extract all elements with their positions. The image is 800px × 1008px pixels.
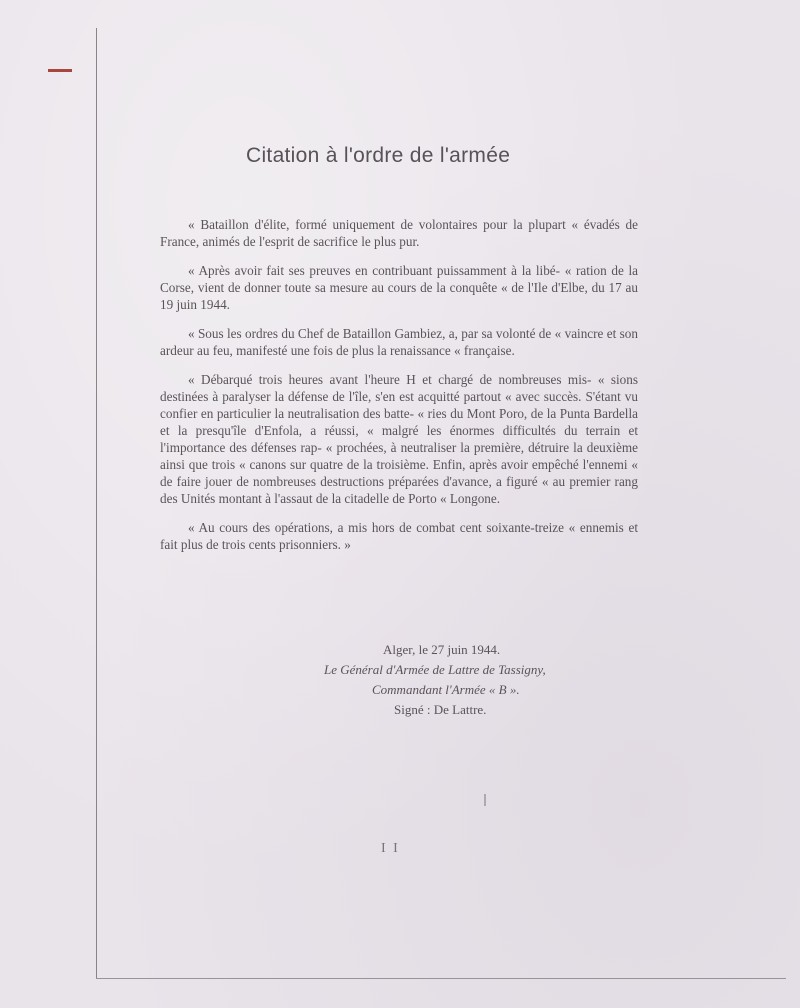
document-title: Citation à l'ordre de l'armée xyxy=(246,144,511,167)
place-date: Alger, le 27 juin 1944. xyxy=(383,642,501,657)
page-number: I I xyxy=(381,841,400,856)
paragraph-2: « Après avoir fait ses preuves en contribuant puissamment à la libé- « ration de la Corse, vient de donner toute sa mesure au cours de la conquête « de l'Ile d'Elbe, du 17 au 19 juin 1944. xyxy=(160,263,638,312)
signature-block xyxy=(300,640,620,720)
paragraph-4: « Débarqué trois heures avant l'heure H et chargé de nombreuses mis- « sions destinées à paralyser la défense de l'île, s'en est acquitté partout « avec succès. S'étant vu confier en particulier la neutralisation des batte- « ries du Mont Poro, de la Punta Bardella et la presqu'île d'Enfola, a réussi, « malgré les énormes difficultés du terrain et l'importance des défenses rap- « prochées, à neutraliser la première, détruire la deuxième ainsi que trois « canons sur quatre de la troisième. Enfin, après avoir empêché l'ennemi « de faire jouer de nombreuses destructions préparées d'avance, a figuré « au premier rang des Unités montant à l'assaut de la citadelle de Porto « Longone. xyxy=(160,372,638,506)
stray-mark xyxy=(484,794,486,806)
red-margin-mark xyxy=(48,69,72,72)
command-title: Commandant l'Armée « B ». xyxy=(372,682,520,697)
page-bottom-edge xyxy=(96,978,786,979)
citation-body xyxy=(160,216,638,565)
signed-line: Signé : De Lattre. xyxy=(394,702,487,717)
general-name: Le Général d'Armée de Lattre de Tassigny, xyxy=(324,662,546,677)
paragraph-5: « Au cours des opérations, a mis hors de combat cent soixante-treize « ennemis et fait plus de trois cents prisonniers. » xyxy=(160,520,638,552)
paragraph-3: « Sous les ordres du Chef de Bataillon Gambiez, a, par sa volonté de « vaincre et son ardeur au feu, manifesté une fois de plus la renaissance « française. xyxy=(160,326,638,358)
page-left-edge xyxy=(96,28,97,978)
paragraph-1: « Bataillon d'élite, formé uniquement de volontaires pour la plupart « évadés de France, animés de l'esprit de sacrifice le plus pur. xyxy=(160,217,638,249)
